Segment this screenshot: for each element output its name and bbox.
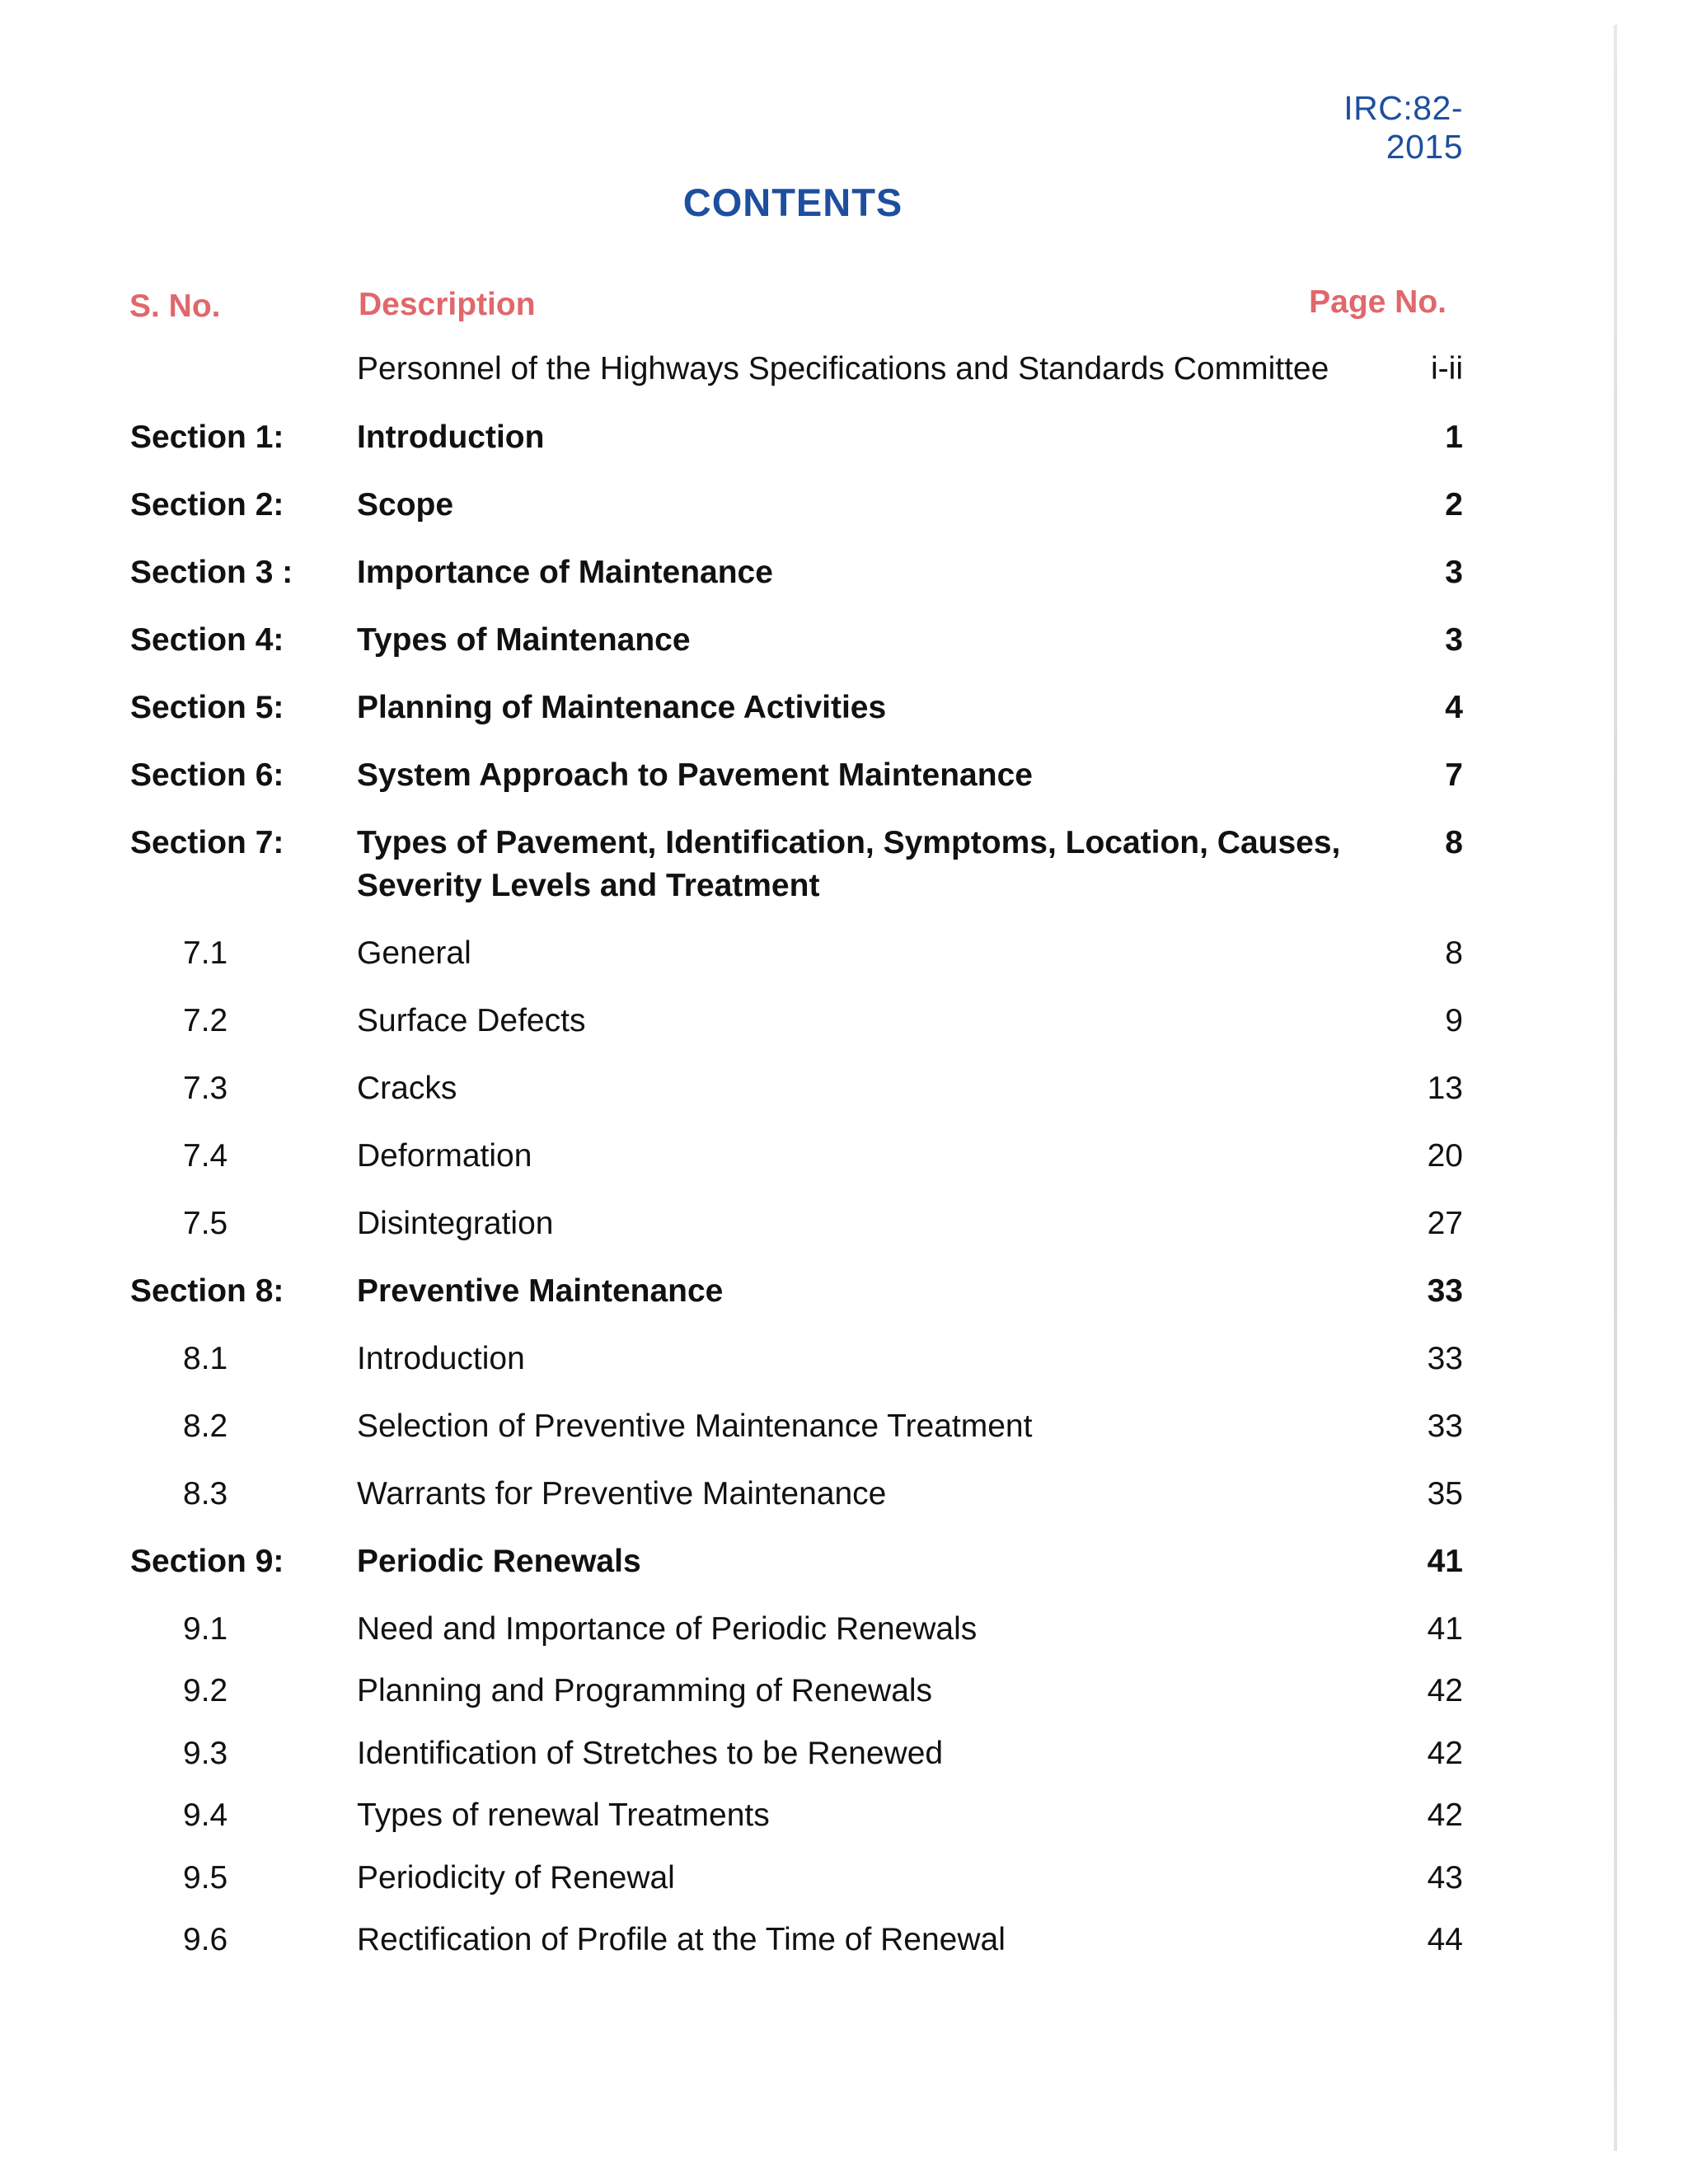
toc-page: 3 xyxy=(1445,555,1463,590)
toc-description: Cracks xyxy=(357,1071,457,1106)
toc-description: Selection of Preventive Maintenance Treatment xyxy=(357,1408,1033,1444)
toc-sno: Section 8: xyxy=(130,1273,284,1309)
toc-page: 41 xyxy=(1427,1544,1463,1579)
toc-sno: 9.4 xyxy=(183,1797,228,1833)
toc-description: Introduction xyxy=(357,1341,525,1376)
toc-description: Types of Pavement, Identification, Symptoms, Location, Causes, Severity Levels and Treatment xyxy=(357,825,1341,903)
toc-page: 7 xyxy=(1445,757,1463,793)
page-edge-shadow xyxy=(1614,25,1617,2151)
toc-sno: 7.1 xyxy=(183,935,228,971)
toc-page: 8 xyxy=(1445,825,1463,860)
toc-description: Personnel of the Highways Specifications and Standards Committee xyxy=(357,351,1329,387)
toc-sno: Section 4: xyxy=(130,622,284,658)
toc-page: 43 xyxy=(1427,1860,1463,1896)
toc-sno: Section 3 : xyxy=(130,555,293,590)
toc-description: Disintegration xyxy=(357,1206,554,1241)
toc-sno: Section 1: xyxy=(130,419,284,455)
toc-description: Identification of Stretches to be Renewed xyxy=(357,1736,944,1771)
toc-description: System Approach to Pavement Maintenance xyxy=(357,757,1033,793)
toc-page: 27 xyxy=(1427,1206,1463,1241)
toc-page: 41 xyxy=(1427,1611,1463,1647)
column-header-description: Description xyxy=(359,287,536,322)
toc-page: 42 xyxy=(1427,1797,1463,1833)
toc-description: Periodic Renewals xyxy=(357,1544,641,1579)
toc-page: 42 xyxy=(1427,1673,1463,1708)
toc-sno: 9.2 xyxy=(183,1673,228,1708)
toc-description: General xyxy=(357,935,471,971)
toc-page: 9 xyxy=(1445,1003,1463,1038)
toc-description: Importance of Maintenance xyxy=(357,555,773,590)
toc-sno: 7.4 xyxy=(183,1138,228,1174)
toc-description: Planning of Maintenance Activities xyxy=(357,690,887,725)
toc-page: 1 xyxy=(1445,419,1463,455)
page-title: CONTENTS xyxy=(682,180,903,224)
toc-description: Introduction xyxy=(357,419,545,455)
toc-page: 33 xyxy=(1427,1341,1463,1376)
toc-description: Rectification of Profile at the Time of Renewal xyxy=(357,1922,1006,1957)
toc-sno: 9.3 xyxy=(183,1736,228,1771)
toc-page: i-ii xyxy=(1431,351,1463,387)
toc-page: 33 xyxy=(1427,1408,1463,1444)
toc-sno: 7.3 xyxy=(183,1071,228,1106)
toc-sno: 9.5 xyxy=(183,1860,228,1896)
toc-sno: Section 5: xyxy=(130,690,284,725)
toc-description: Types of renewal Treatments xyxy=(357,1797,770,1833)
toc-sno: 7.2 xyxy=(183,1003,228,1038)
toc-sno: 9.6 xyxy=(183,1922,228,1957)
column-header-page: Page No. xyxy=(1309,284,1447,320)
toc-description: Warrants for Preventive Maintenance xyxy=(357,1476,887,1511)
toc-sno: Section 9: xyxy=(130,1544,284,1579)
toc-sno: 8.2 xyxy=(183,1408,228,1444)
toc-page: 42 xyxy=(1427,1736,1463,1771)
toc-sno: 7.5 xyxy=(183,1206,228,1241)
toc-description: Surface Defects xyxy=(357,1003,586,1038)
column-header-sno: S. No. xyxy=(129,288,221,324)
toc-description: Preventive Maintenance xyxy=(357,1273,724,1309)
toc-sno: Section 6: xyxy=(130,757,284,793)
toc-sno: 9.1 xyxy=(183,1611,228,1647)
toc-page: 33 xyxy=(1427,1273,1463,1309)
toc-description: Need and Importance of Periodic Renewals xyxy=(357,1611,978,1647)
toc-page: 8 xyxy=(1445,935,1463,971)
toc-page: 2 xyxy=(1445,487,1463,523)
toc-sno: 8.3 xyxy=(183,1476,228,1511)
toc-sno: Section 2: xyxy=(130,487,284,523)
toc-description: Deformation xyxy=(357,1138,532,1174)
toc-description: Periodicity of Renewal xyxy=(357,1860,675,1896)
toc-page: 44 xyxy=(1427,1922,1463,1957)
toc-description: Types of Maintenance xyxy=(357,622,691,658)
toc-page: 35 xyxy=(1427,1476,1463,1511)
toc-page: 4 xyxy=(1445,690,1463,725)
toc-page: 13 xyxy=(1427,1071,1463,1106)
toc-page: 20 xyxy=(1427,1138,1463,1174)
toc-sno: Section 7: xyxy=(130,825,284,860)
toc-description: Planning and Programming of Renewals xyxy=(357,1673,933,1708)
toc-description: Scope xyxy=(357,487,454,523)
toc-page: 3 xyxy=(1445,622,1463,658)
toc-sno: 8.1 xyxy=(183,1341,228,1376)
document-code: IRC:82-2015 xyxy=(1343,89,1463,166)
